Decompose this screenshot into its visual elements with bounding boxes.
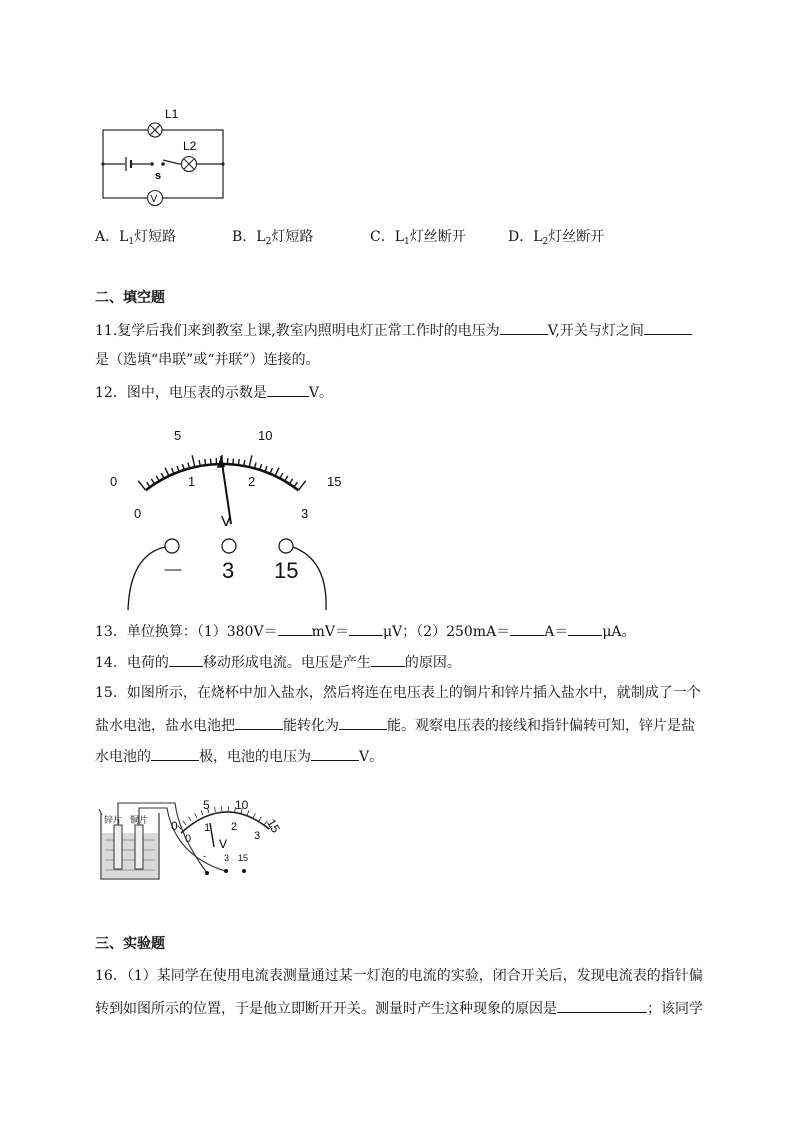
small-terminal-3: 3 [224, 853, 230, 863]
upper-label-10: 10 [258, 428, 273, 443]
answer-blank[interactable] [267, 381, 309, 397]
answer-blank[interactable] [339, 714, 387, 730]
switch-symbol [150, 162, 165, 166]
lamp-l2-label: L2 [183, 139, 197, 153]
option-b: B．$L_2$灯短路 [232, 229, 314, 247]
q16-line1: 16．（1）某同学在使用电流表测量通过某一灯泡的电流的实验，闭合开关后，发现电流表的指针偏 [95, 968, 703, 984]
q11-line1: 11.复学后我们来到教室上课,教室内照明电灯正常工作时的电压为 V,开关与灯之间 [95, 319, 692, 341]
option-a: A．$L_1$灯短路 [95, 229, 177, 247]
answer-blank[interactable] [151, 745, 199, 761]
copper-label: 铜片 [130, 815, 149, 825]
option-d: D．$L_2$灯丝断开 [508, 229, 605, 247]
q15-line3: 水电池的 极，电池的电压为 V。 [95, 745, 383, 767]
upper-scale-labels [110, 428, 341, 489]
lamp-l1-icon [148, 123, 162, 137]
small-upper-0: 0 [171, 819, 178, 833]
lamp-l2-icon [182, 157, 197, 172]
answer-blank[interactable] [311, 745, 359, 761]
small-upper-5: 5 [203, 798, 210, 812]
small-dial-ticks [178, 806, 273, 829]
zinc-plate [114, 825, 122, 869]
small-dial-needle [210, 823, 214, 847]
dial-tick [138, 481, 145, 490]
answer-blank[interactable] [371, 651, 405, 667]
answer-blank[interactable] [169, 651, 203, 667]
small-upper-10: 10 [235, 798, 249, 812]
small-dial-tick [253, 813, 255, 817]
section2-title: 二、填空题 [95, 290, 165, 306]
small-lower-3: 3 [254, 830, 261, 842]
answer-blank[interactable] [510, 620, 544, 636]
switch-label: s [155, 170, 162, 182]
small-terminal-dot-3 [224, 869, 228, 873]
dial-tick [298, 481, 305, 490]
upper-label-0: 0 [110, 474, 118, 489]
terminal-3-label: 3 [222, 558, 235, 583]
voltmeter-symbol [148, 191, 163, 206]
answer-blank[interactable] [500, 319, 548, 335]
copper-plate [135, 825, 143, 869]
small-lower-1: 1 [204, 822, 211, 834]
terminal-15-label: 15 [274, 558, 299, 583]
q14-line: 14．电荷的 移动形成电流。电压是产生 的原因。 [95, 651, 461, 673]
small-dial-tick [215, 807, 216, 812]
section3-title: 三、实验题 [95, 936, 165, 952]
answer-blank[interactable] [278, 620, 312, 636]
small-dial-tick [259, 817, 262, 821]
voltmeter-dial [100, 420, 360, 610]
q16-line2: 转到如图所示的位置，于是他立即断开开关。测量时产生这种现象的原因是 ；该同学 [95, 997, 703, 1019]
small-terminal-neg: - [203, 851, 206, 861]
q13-line: 13．单位换算：（1）380V＝ mV＝ μV；（2）250mA＝ A＝ μA。 [95, 620, 636, 642]
lower-label-3: 3 [301, 506, 309, 521]
small-lower-2: 2 [231, 821, 238, 833]
lower-label-0: 0 [134, 506, 142, 521]
small-dial-tick [183, 821, 186, 825]
small-dial-tick [195, 813, 197, 817]
terminal-15 [279, 539, 293, 553]
upper-label-5: 5 [174, 428, 182, 443]
q12-line: 12．图中，电压表的示数是 V。 [95, 381, 333, 403]
dial-unit: V [221, 513, 232, 530]
upper-label-15: 15 [327, 474, 342, 489]
terminal-negative [165, 539, 179, 553]
small-terminal-15: 15 [238, 853, 249, 863]
small-terminal-dot-neg [205, 871, 209, 875]
q15-line1: 15．如图所示，在烧杯中加入盐水，然后将连在电压表上的铜片和锌片插入盐水中，就制成了一个 [95, 685, 701, 701]
lower-label-1: 1 [188, 474, 196, 489]
zinc-label: 锌片 [104, 815, 123, 825]
circuit-diagram [95, 104, 235, 214]
lower-label-2: 2 [248, 474, 256, 489]
answer-blank[interactable] [349, 620, 383, 636]
lead-wire-left [128, 547, 165, 610]
terminal-neg-label: － [162, 558, 185, 583]
answer-blank[interactable] [568, 620, 602, 636]
small-terminal-dot-15 [242, 869, 246, 873]
answer-blank[interactable] [644, 319, 692, 335]
saltwater-battery-figure [97, 795, 287, 885]
option-c: C．$L_1$灯丝断开 [370, 229, 466, 247]
battery-symbol [126, 157, 131, 171]
q11-line2: 是（选填“串联”或“并联”）连接的。 [95, 352, 320, 368]
terminal-3 [222, 539, 236, 553]
answer-blank[interactable] [557, 997, 647, 1013]
lamp-l1-label: L1 [165, 107, 179, 121]
small-dial-unit: V [219, 837, 228, 851]
voltmeter-label: V [150, 194, 158, 205]
small-upper-15: 15 [264, 816, 283, 836]
answer-blank[interactable] [235, 714, 283, 730]
q15-line2: 盐水电池，盐水电池把 能转化为 能。观察电压表的接线和指针偏转可知，锌片是盐 [95, 714, 695, 736]
small-lower-0: 0 [185, 833, 192, 845]
small-dial-tick [189, 817, 192, 821]
